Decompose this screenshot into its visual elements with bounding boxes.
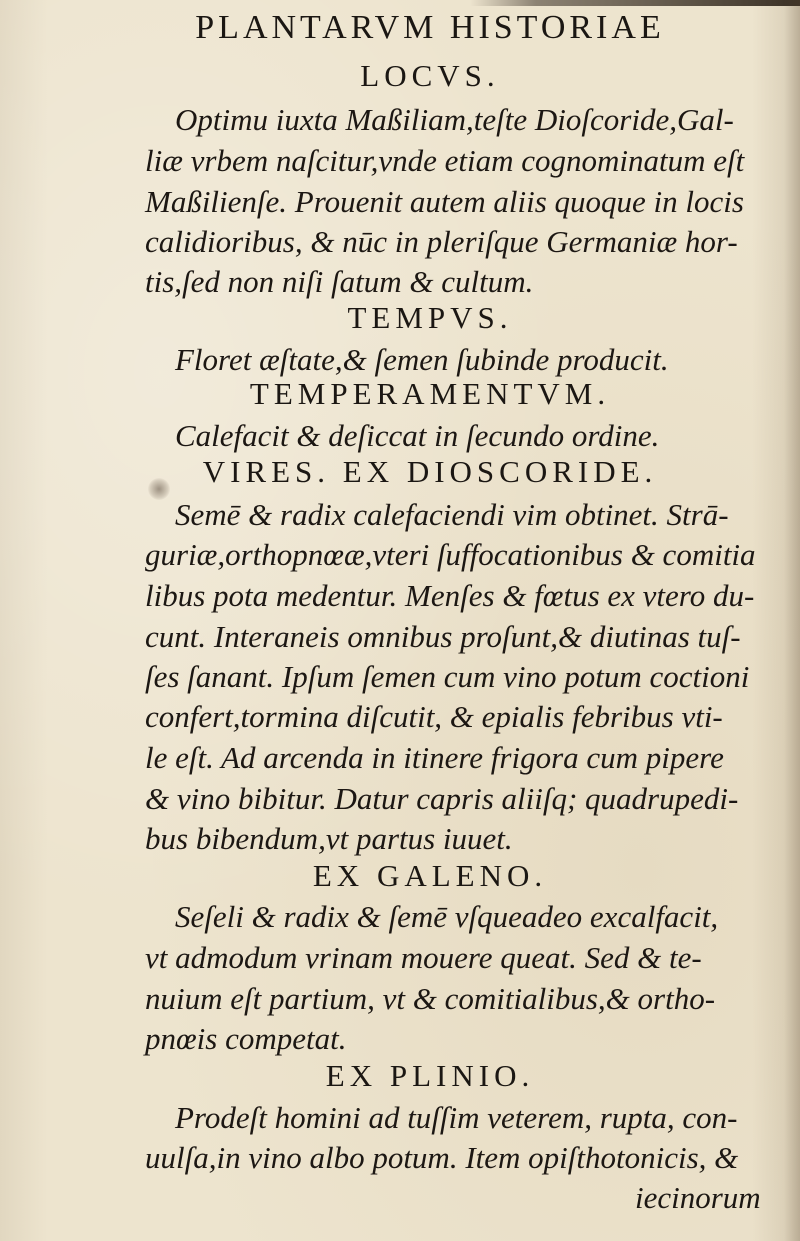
text-line: Maßilienſe. Prouenit autem aliis quoque in locis: [145, 184, 744, 219]
text-line: uulſa,in vino albo potum. Item opiſthotonicis, &: [145, 1140, 739, 1175]
text-line: calidioribus, & nūc in pleriſque Germaniæ hor-: [145, 224, 738, 259]
section-heading-tempus: TEMPVS.: [347, 300, 513, 335]
text-line: tis,ſed non niſi ſatum & cultum.: [145, 264, 534, 299]
text-line: libus pota medentur. Menſes & fœtus ex vtero du-: [145, 578, 755, 613]
text-line: confert,tormina diſcutit, & epialis febribus vti-: [145, 699, 723, 734]
section-heading-locus: LOCVS.: [360, 58, 500, 93]
text-line: ſes ſanant. Ipſum ſemen cum vino potum coctioni: [145, 659, 750, 694]
page-top-edge: [470, 0, 800, 6]
section-heading-plinio: EX PLINIO.: [325, 1058, 535, 1093]
text-line: liæ vrbem naſcitur,vnde etiam cognominatum eſt: [145, 143, 745, 178]
text-line: pnœis competat.: [145, 1021, 347, 1056]
section-heading-temperamentum: TEMPERAMENTVM.: [249, 376, 611, 411]
section-heading-galeno: EX GALENO.: [312, 858, 548, 893]
catchword: iecinorum: [635, 1180, 761, 1215]
text-line: nuium eſt partium, vt & comitialibus,& ortho-: [145, 981, 716, 1016]
page-gutter-shadow: [784, 0, 800, 1241]
text-line: Prodeſt homini ad tuſſim veterem, rupta, con-: [175, 1100, 738, 1135]
text-line: Semē & radix calefaciendi vim obtinet. Strā-: [175, 497, 729, 532]
text-line: Seſeli & radix & ſemē vſqueadeo excalfacit,: [175, 899, 719, 934]
text-line: guriæ,orthopnœæ,vteri ſuffocationibus & comitia: [145, 537, 756, 572]
text-line: Optimu iuxta Maßiliam,teſte Dioſcoride,Gal-: [175, 102, 734, 137]
text-line: le eſt. Ad arcenda in itinere frigora cum pipere: [145, 740, 724, 775]
section-heading-vires-dioscoride: VIRES. EX DIOSCORIDE.: [202, 454, 658, 489]
text-line: bus bibendum,vt partus iuuet.: [145, 821, 513, 856]
text-line: Calefacit & deſiccat in ſecundo ordine.: [175, 418, 660, 453]
text-line: & vino bibitur. Datur capris aliiſq; quadrupedi-: [145, 781, 739, 816]
text-line: vt admodum vrinam mouere queat. Sed & te-: [145, 940, 702, 975]
running-head: PLANTARVM HISTORIAE: [195, 9, 665, 46]
text-line: cunt. Interaneis omnibus proſunt,& diutinas tuſ-: [145, 619, 741, 654]
text-line: Floret æſtate,& ſemen ſubinde producit.: [175, 342, 669, 377]
